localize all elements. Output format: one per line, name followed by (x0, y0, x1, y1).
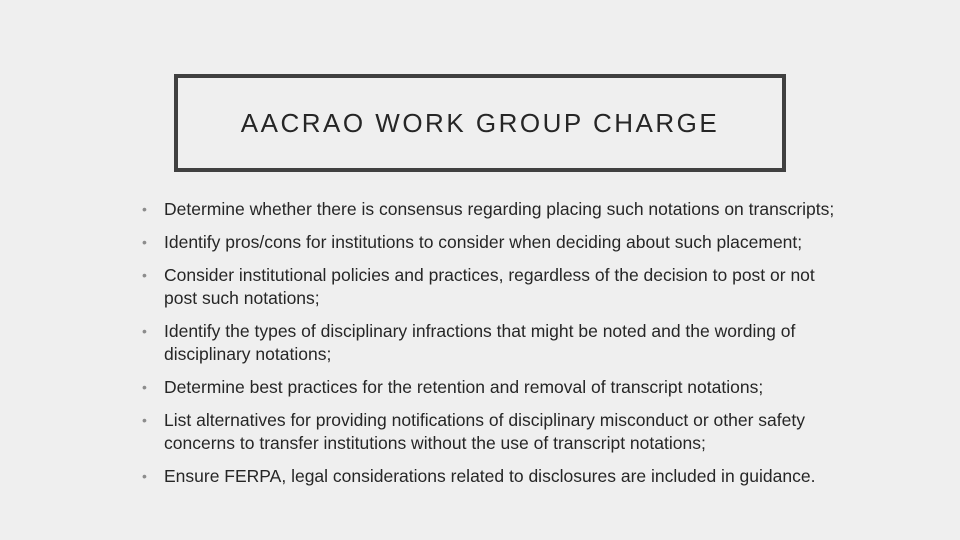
bullet-item (142, 198, 842, 221)
slide-title: AACRAO WORK GROUP CHARGE (240, 107, 720, 138)
bullet-icon: • (142, 201, 147, 217)
bullet-icon: • (142, 412, 147, 428)
bullet-text: List alternatives for providing notifications of disciplinary misconduct or other safety concerns to transfer institutions without the use of transcript notations; (164, 410, 805, 453)
bullet-item (142, 264, 842, 310)
bullet-text: Identify the types of disciplinary infractions that might be noted and the wording of disciplinary notations; (164, 321, 796, 364)
bullet-item (142, 409, 842, 455)
bullet-icon: • (142, 267, 147, 283)
bullet-icon: • (142, 323, 147, 339)
bullet-icon: • (142, 468, 147, 484)
bullet-text: Determine best practices for the retention and removal of transcript notations; (164, 377, 764, 397)
bullet-item (142, 231, 842, 254)
bullet-icon: • (142, 379, 147, 395)
bullet-item (142, 376, 842, 399)
title-box (174, 74, 786, 172)
bullet-item (142, 465, 842, 488)
bullet-text: Determine whether there is consensus regarding placing such notations on transcripts; (164, 199, 835, 219)
bullet-list (142, 198, 842, 498)
bullet-text: Consider institutional policies and practices, regardless of the decision to post or not post such notations; (164, 265, 815, 308)
bullet-item (142, 320, 842, 366)
bullet-text: Ensure FERPA, legal considerations related to disclosures are included in guidance. (164, 466, 816, 486)
bullet-icon: • (142, 234, 147, 250)
bullet-text: Identify pros/cons for institutions to consider when deciding about such placement; (164, 232, 803, 252)
